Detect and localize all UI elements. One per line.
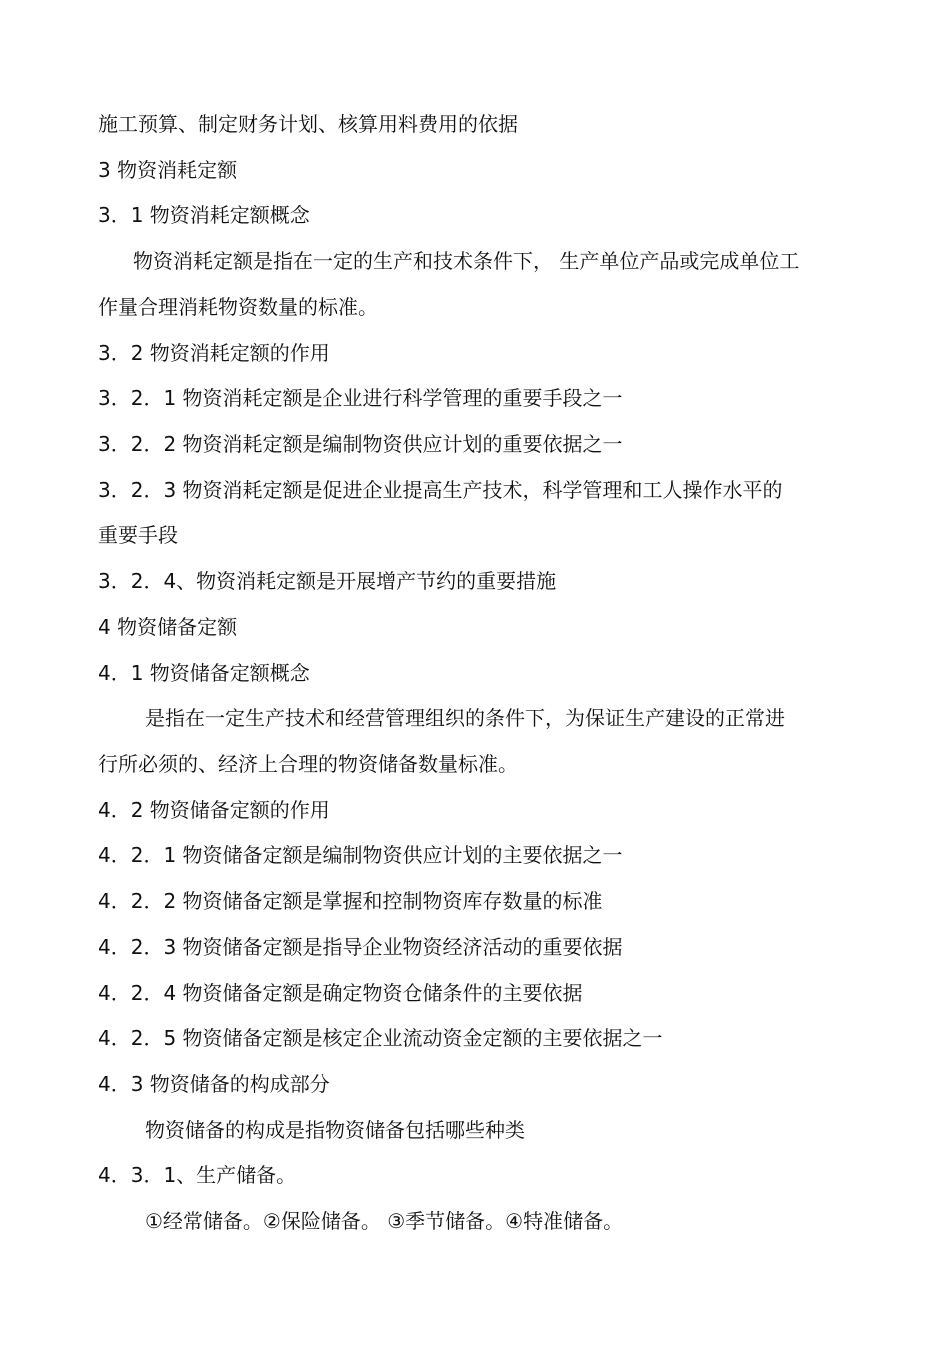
list-item: 3．2．4、物资消耗定额是开展增产节约的重要措施 bbox=[98, 569, 557, 593]
list-item: 4．2．5 物资储备定额是核定企业流动资金定额的主要依据之一 bbox=[98, 1026, 663, 1050]
subsection-heading: 4．3 物资储备的构成部分 bbox=[98, 1072, 330, 1096]
paragraph-line: 物资消耗定额是指在一定的生产和技术条件下， 生产单位产品或完成单位工 bbox=[133, 249, 800, 273]
paragraph-line: ①经常储备。②保险储备。 ③季节储备。④特准储备。 bbox=[145, 1209, 624, 1233]
subsection-heading: 4．1 物资储备定额概念 bbox=[98, 661, 310, 685]
list-item: 4．2．3 物资储备定额是指导企业物资经济活动的重要依据 bbox=[98, 935, 623, 959]
list-item: 4．2．1 物资储备定额是编制物资供应计划的主要依据之一 bbox=[98, 843, 623, 867]
list-item: 3．2．2 物资消耗定额是编制物资供应计划的重要依据之一 bbox=[98, 432, 623, 456]
list-item: 3．2．1 物资消耗定额是企业进行科学管理的重要手段之一 bbox=[98, 386, 623, 410]
text-line: 施工预算、制定财务计划、核算用料费用的依据 bbox=[98, 112, 518, 136]
section-heading: 3 物资消耗定额 bbox=[98, 158, 238, 182]
subsection-heading: 3．1 物资消耗定额概念 bbox=[98, 203, 310, 227]
list-item: 3．2．3 物资消耗定额是促进企业提高生产技术，科学管理和工人操作水平的 bbox=[98, 478, 783, 502]
list-item: 4．2．2 物资储备定额是掌握和控制物资库存数量的标准 bbox=[98, 889, 603, 913]
subsection-heading: 4．2 物资储备定额的作用 bbox=[98, 798, 330, 822]
list-item: 4．3．1、生产储备。 bbox=[98, 1163, 297, 1187]
paragraph-line: 作量合理消耗物资数量的标准。 bbox=[98, 295, 378, 319]
paragraph-line: 是指在一定生产技术和经营管理组织的条件下，为保证生产建设的正常进 bbox=[145, 706, 785, 730]
list-item: 4．2．4 物资储备定额是确定物资仓储条件的主要依据 bbox=[98, 981, 583, 1005]
section-heading: 4 物资储备定额 bbox=[98, 615, 238, 639]
subsection-heading: 3．2 物资消耗定额的作用 bbox=[98, 341, 330, 365]
list-item-continuation: 重要手段 bbox=[98, 523, 178, 547]
paragraph-line: 行所必须的、经济上合理的物资储备数量标准。 bbox=[98, 752, 518, 776]
paragraph-line: 物资储备的构成是指物资储备包括哪些种类 bbox=[145, 1118, 525, 1142]
